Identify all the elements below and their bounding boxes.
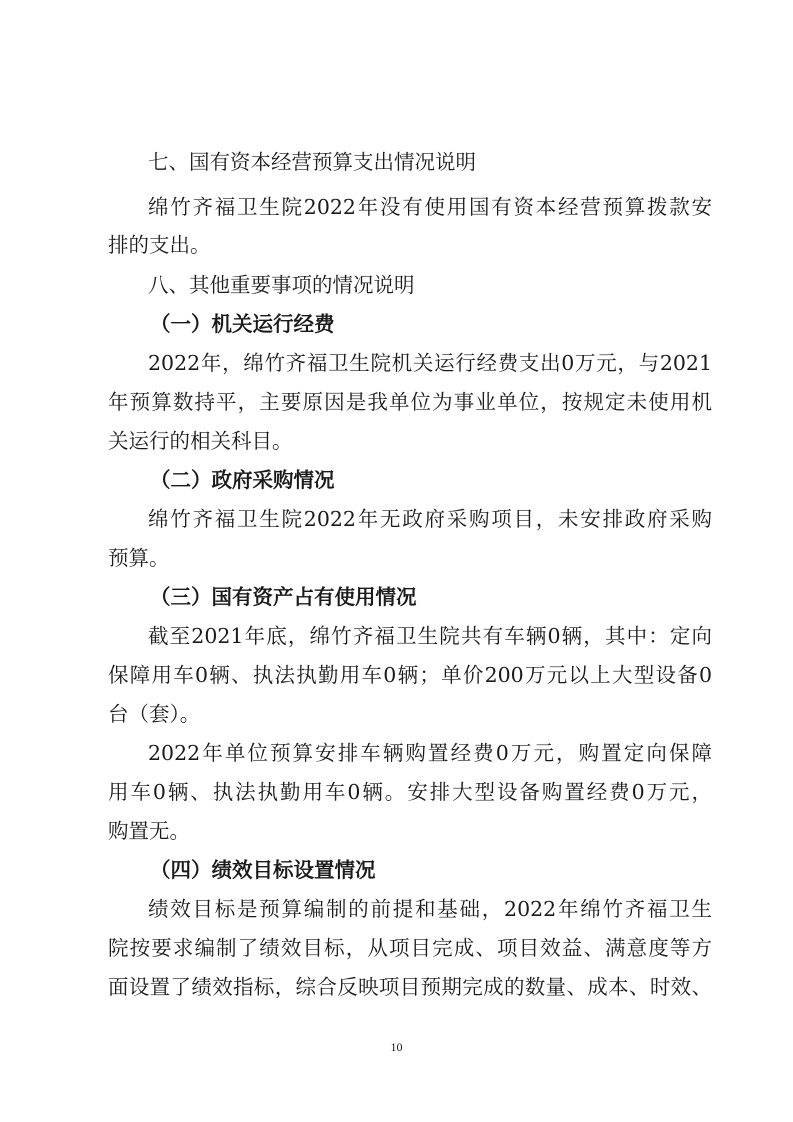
section-8-1-paragraph-line-3: 关运行的相关科目。 bbox=[108, 429, 293, 453]
section-8-4-paragraph-line-1: 绩效目标是预算编制的前提和基础，2022年绵竹齐福卫生 bbox=[148, 897, 712, 921]
section-8-3-heading: （三）国有资产占有使用情况 bbox=[150, 585, 417, 609]
section-8-4-paragraph-line-2: 院按要求编制了绩效目标，从项目完成、项目效益、满意度等方 bbox=[108, 936, 712, 960]
section-8-3-paragraph-1-line-1: 截至2021年底，绵竹齐福卫生院共有车辆0辆，其中：定向 bbox=[148, 624, 712, 648]
section-8-2-heading: （二）政府采购情况 bbox=[150, 468, 335, 492]
section-8-3-paragraph-1-line-2: 保障用车0辆、执法执勤用车0辆；单价200万元以上大型设备0 bbox=[108, 663, 712, 687]
section-8-1-heading: （一）机关运行经费 bbox=[150, 312, 335, 336]
section-8-1-paragraph-line-2: 年预算数持平，主要原因是我单位为事业单位，按规定未使用机 bbox=[108, 390, 712, 414]
section-8-3-paragraph-2-line-3: 购置无。 bbox=[108, 819, 190, 843]
section-8-3-paragraph-2-line-1: 2022年单位预算安排车辆购置经费0万元，购置定向保障 bbox=[148, 741, 712, 765]
section-8-3-paragraph-1-line-3: 台（套）。 bbox=[108, 702, 201, 726]
section-7-heading: 七、国有资本经营预算支出情况说明 bbox=[148, 150, 476, 174]
section-8-4-heading: （四）绩效目标设置情况 bbox=[150, 858, 376, 882]
section-7-paragraph-line-1: 绵竹齐福卫生院2022年没有使用国有资本经营预算拨款安 bbox=[148, 195, 712, 219]
page-number: 10 bbox=[390, 1040, 403, 1054]
section-8-1-paragraph-line-1: 2022年，绵竹齐福卫生院机关运行经费支出0万元，与2021 bbox=[148, 351, 712, 375]
section-8-2-paragraph-line-1: 绵竹齐福卫生院2022年无政府采购项目，未安排政府采购 bbox=[148, 507, 712, 531]
section-7-paragraph-line-2: 排的支出。 bbox=[108, 233, 211, 257]
section-8-4-paragraph-line-3: 面设置了绩效指标，综合反映项目预期完成的数量、成本、时效、 bbox=[108, 975, 712, 999]
section-8-3-paragraph-2-line-2: 用车0辆、执法执勤用车0辆。安排大型设备购置经费0万元， bbox=[108, 780, 712, 804]
section-8-2-paragraph-line-2: 预算。 bbox=[108, 546, 170, 570]
section-8-heading: 八、其他重要事项的情况说明 bbox=[148, 273, 415, 297]
